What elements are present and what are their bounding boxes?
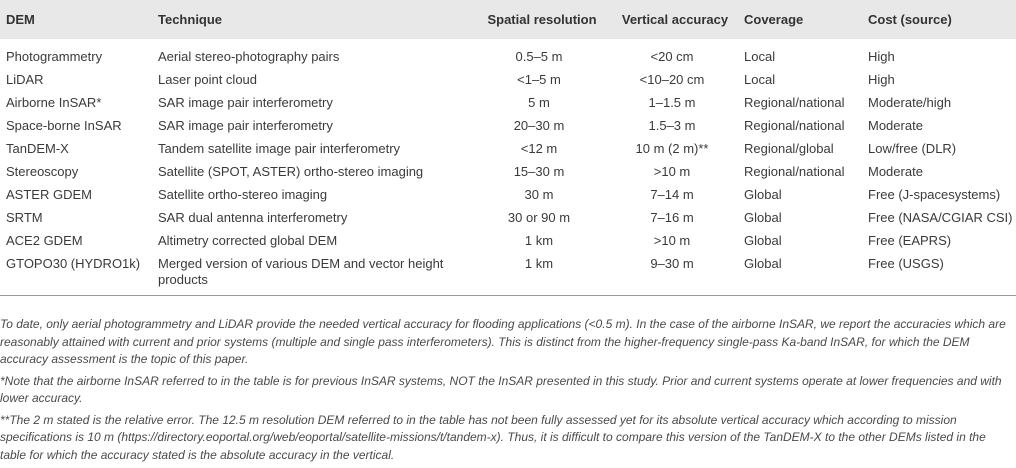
table-row xyxy=(0,230,1016,253)
header-technique: Technique xyxy=(158,12,223,27)
header-row xyxy=(0,0,1016,39)
table-cell: >10 m xyxy=(653,164,691,179)
table-cell: Photogrammetry xyxy=(6,49,103,64)
table-cell: 1 km xyxy=(472,253,606,295)
table-cell: Global xyxy=(744,210,782,225)
table-row xyxy=(0,115,1016,138)
table-cell: Moderate/high xyxy=(868,95,952,110)
table-cell: 30 m xyxy=(524,187,554,202)
table-cell: Airborne InSAR* xyxy=(6,95,102,110)
header-vertical-accuracy: Vertical accuracy xyxy=(621,12,729,27)
table-cell: 1.5–3 m xyxy=(648,118,696,133)
table-cell: SAR dual antenna interferometry xyxy=(158,210,348,225)
table-cell: Global xyxy=(738,253,862,295)
table-cell: 0.5–5 m xyxy=(515,49,563,64)
table-cell: Satellite (SPOT, ASTER) ortho-stereo imaging xyxy=(158,164,424,179)
table-cell: <20 cm xyxy=(650,49,694,64)
table-cell: Global xyxy=(744,233,782,248)
table-cell: 10 m (2 m)** xyxy=(635,141,709,156)
table-cell: Free (J-spacesystems) xyxy=(868,187,1001,202)
footnote-general: To date, only aerial photogrammetry and LiDAR provide the needed vertical accuracy for flooding applications (<0.5 m). In the case of the airborne InSAR, we report the accuracies which are reasonably attained with current and prior systems (multiple and single pass interferometers). This is distinct from the higher-frequency single-pass Ka-band InSAR, for which the DEM accuracy assessment is the topic of this paper. xyxy=(0,317,1006,366)
table-cell: Tandem satellite image pair interferometry xyxy=(158,141,401,156)
footnote-airborne-insar: *Note that the airborne InSAR referred to in the table is for previous InSAR systems, NOT the InSAR presented in this study. Prior and current systems operate at lower frequencies and with lower accuracy. xyxy=(0,373,1002,405)
table-cell: Satellite ortho-stereo imaging xyxy=(158,187,328,202)
table-cell: GTOPO30 (HYDRO1k) xyxy=(0,253,152,295)
table-cell: TanDEM-X xyxy=(6,141,69,156)
table-cell: 7–16 m xyxy=(650,210,694,225)
table-cell: >10 m xyxy=(653,233,691,248)
table-cell: ASTER GDEM xyxy=(6,187,92,202)
table-row xyxy=(0,184,1016,207)
table-cell: Stereoscopy xyxy=(6,164,79,179)
table-cell: SRTM xyxy=(6,210,43,225)
table-cell: Altimetry corrected global DEM xyxy=(158,233,338,248)
table-cell: Local xyxy=(744,49,776,64)
table-cell: 15–30 m xyxy=(513,164,565,179)
table-cell: Global xyxy=(744,187,782,202)
table-footnotes xyxy=(0,310,1012,468)
table-cell: Local xyxy=(744,72,776,87)
table-cell: High xyxy=(868,49,895,64)
table-row xyxy=(0,69,1016,92)
table-row xyxy=(0,207,1016,230)
header-cost: Cost (source) xyxy=(868,12,952,27)
table-cell: <12 m xyxy=(520,141,558,156)
header-dem: DEM xyxy=(6,12,35,27)
table-row xyxy=(0,161,1016,184)
header-coverage: Coverage xyxy=(744,12,804,27)
table-cell: SAR image pair interferometry xyxy=(158,95,333,110)
table-cell: SAR image pair interferometry xyxy=(158,118,333,133)
table-cell: Aerial stereo-photography pairs xyxy=(158,49,340,64)
table-cell: Space-borne InSAR xyxy=(6,118,122,133)
table-row xyxy=(0,253,1016,295)
table-cell: 30 or 90 m xyxy=(507,210,571,225)
header-spatial-resolution: Spatial resolution xyxy=(487,12,597,27)
table-cell: Laser point cloud xyxy=(158,72,258,87)
table-cell: <1–5 m xyxy=(517,72,561,87)
table-cell: LiDAR xyxy=(6,72,44,87)
footnote-tandem-x: **The 2 m stated is the relative error. The 12.5 m resolution DEM referred to in the table has not been fully assessed yet for its absolute vertical accuracy which according to mission specifications is 10 m (https://directory.eoportal.org/web/eoportal/satellite-missions/t/tandem-x). Thus, it is difficult to compare this version of the TanDEM-X to the other DEMs listed in the table for which the accuracy stated is the absolute accuracy in the vertical. xyxy=(0,412,986,462)
table-cell: ACE2 GDEM xyxy=(6,233,83,248)
table-cell: Regional/national xyxy=(744,164,845,179)
table-cell: Regional/global xyxy=(744,141,834,156)
table-cell: 20–30 m xyxy=(513,118,565,133)
table-cell: Low/free (DLR) xyxy=(868,141,957,156)
table-cell: Moderate xyxy=(868,118,923,133)
table-cell: Regional/national xyxy=(744,95,845,110)
table-row xyxy=(0,92,1016,115)
table-cell: 1–1.5 m xyxy=(648,95,696,110)
table-cell: 1 km xyxy=(524,233,554,248)
table-cell: 7–14 m xyxy=(650,187,694,202)
table-row xyxy=(0,138,1016,161)
table-cell: 5 m xyxy=(528,95,550,110)
table-cell: Moderate xyxy=(868,164,923,179)
table-cell: Free (USGS) xyxy=(862,253,1016,295)
table-cell: Free (EAPRS) xyxy=(868,233,952,248)
table-cell: 9–30 m xyxy=(606,253,738,295)
table-cell: Merged version of various DEM and vector height products xyxy=(152,253,472,295)
table-cell: Regional/national xyxy=(744,118,845,133)
table-row xyxy=(0,39,1016,69)
table-cell: Free (NASA/CGIAR CSI) xyxy=(868,210,1013,225)
table-cell: <10–20 cm xyxy=(639,72,705,87)
table-cell: High xyxy=(868,72,895,87)
